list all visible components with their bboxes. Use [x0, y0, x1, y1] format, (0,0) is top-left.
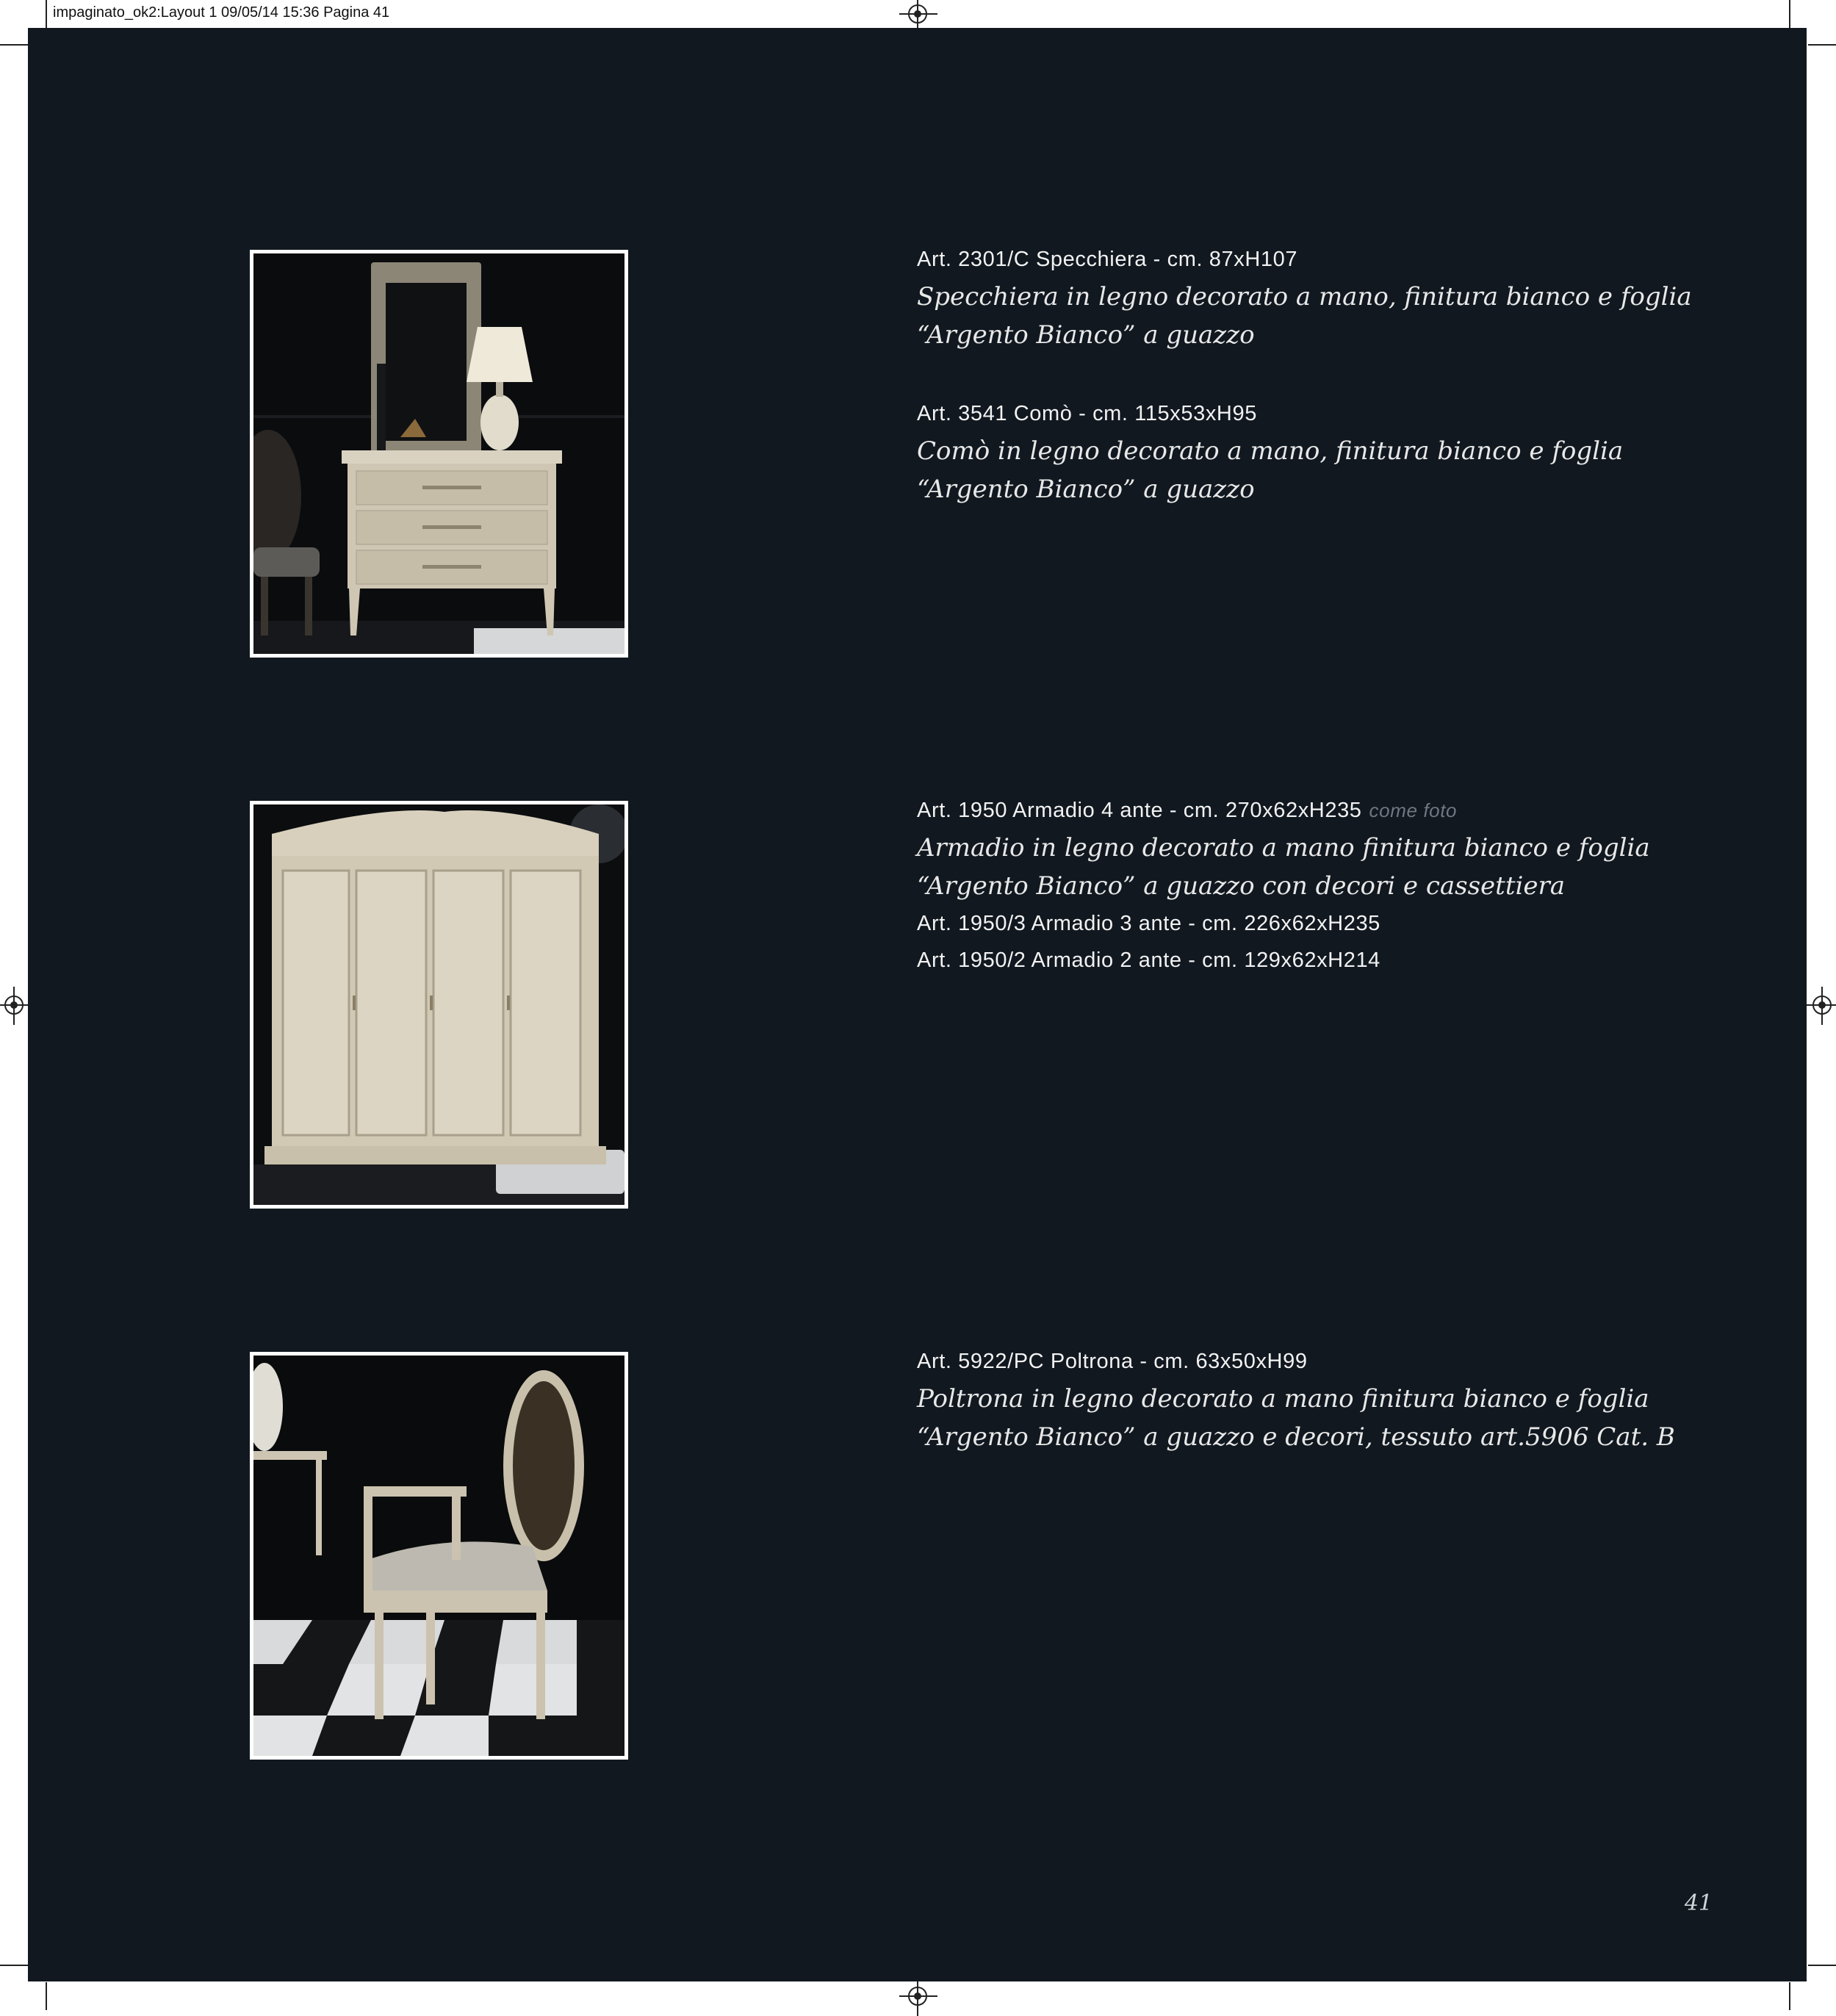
article-line: Art. 1950/3 Armadio 3 ante - cm. 226x62xH235	[917, 912, 1380, 935]
description-line: Poltrona in legno decorato a mano finitura bianco e foglia	[917, 1384, 1649, 1414]
page-number: 41	[1684, 1890, 1713, 1916]
description-line: “Argento Bianco” a guazzo e decori, tessuto art.5906 Cat. B	[917, 1422, 1675, 1452]
article-line: Art. 1950/2 Armadio 2 ante - cm. 129x62xH214	[917, 948, 1380, 972]
photo-mirror-and-dresser	[250, 250, 628, 658]
crop-mark	[0, 44, 28, 46]
crop-mark	[1808, 44, 1836, 46]
description-line: Armadio in legno decorato a mano finitura bianco e foglia	[917, 833, 1650, 863]
crop-mark	[1789, 1982, 1790, 2010]
description-line: “Argento Bianco” a guazzo con decori e cassettiera	[917, 871, 1566, 901]
print-slug: impaginato_ok2:Layout 1 09/05/14 15:36 Pagina 41	[53, 4, 390, 21]
registration-mark-icon	[1812, 996, 1832, 1015]
description-line: “Argento Bianco” a guazzo	[917, 475, 1255, 504]
article-line: Art. 2301/C Specchiera - cm. 87xH107	[917, 248, 1298, 271]
description-line: Specchiera in legno decorato a mano, finitura bianco e foglia	[917, 282, 1692, 312]
description-line: “Argento Bianco” a guazzo	[917, 320, 1255, 350]
product-block-armchair	[917, 1343, 1675, 1456]
article-line: Art. 5922/PC Poltrona - cm. 63x50xH99	[917, 1350, 1308, 1373]
crop-mark	[0, 1965, 28, 1966]
catalog-page	[28, 28, 1807, 1981]
registration-mark-icon	[4, 996, 24, 1015]
note-text: come foto	[1369, 799, 1458, 821]
product-block-mirror-dresser	[917, 241, 1692, 508]
crop-mark	[1808, 1965, 1836, 1966]
photo-armchair	[250, 1352, 628, 1760]
article-code: Art. 1950 Armadio 4 ante - cm. 270x62xH235	[917, 799, 1362, 822]
registration-mark-icon	[908, 4, 927, 24]
registration-mark-icon	[908, 1987, 927, 2006]
article-line: Art. 3541 Comò - cm. 115x53xH95	[917, 402, 1257, 425]
description-line: Comò in legno decorato a mano, finitura bianco e foglia	[917, 436, 1624, 466]
article-line	[917, 792, 1650, 829]
crop-mark	[1789, 0, 1790, 28]
product-block-wardrobe	[917, 792, 1650, 979]
crop-mark	[46, 0, 47, 28]
crop-mark	[46, 1982, 47, 2010]
photo-wardrobe	[250, 801, 628, 1209]
